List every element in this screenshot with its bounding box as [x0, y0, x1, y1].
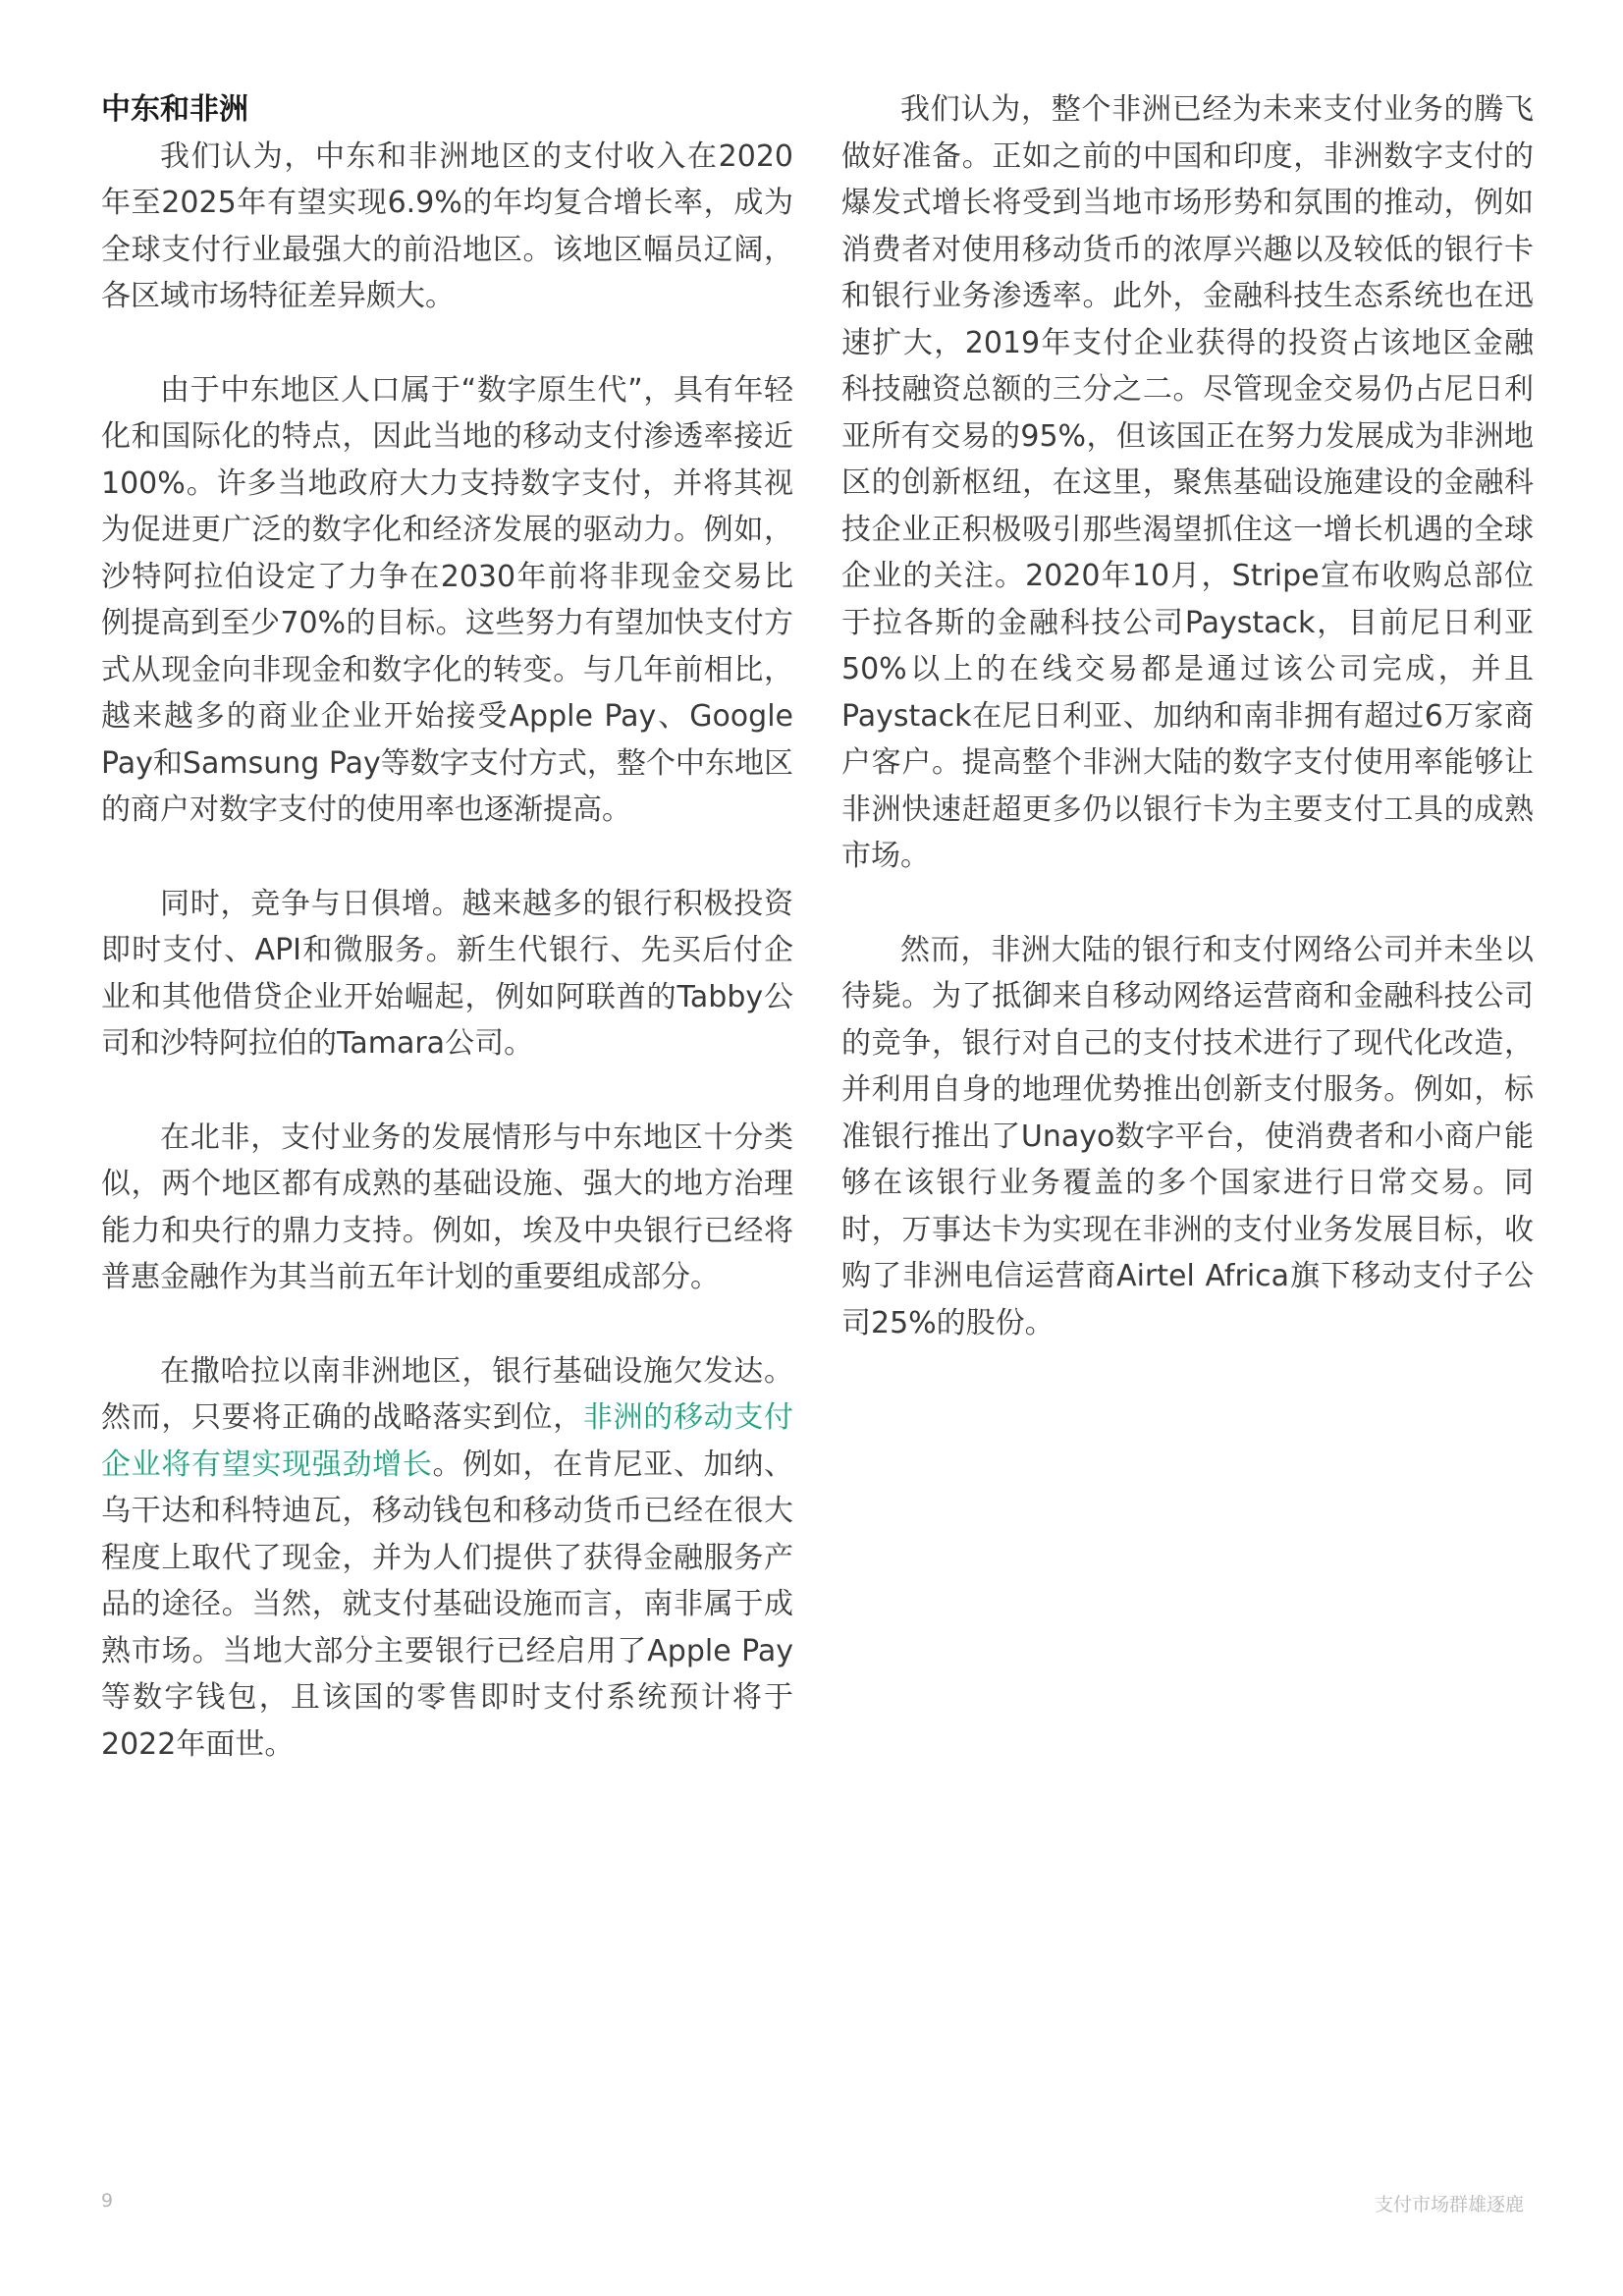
section-heading: 中东和非洲: [101, 92, 248, 127]
page-number: 9: [101, 2190, 114, 2212]
paragraph-5-text-after: 。例如，在肯尼亚、加纳、乌干达和科特迪瓦，移动钱包和移动货币已经在很大程度上取代了现金，并为人们提供了获得金融服务产品的途径。当然，就支付基础设施而言，南非属于成熟市场。当地大部分主要银行已经启用了Apple Pay等数字钱包，且该国的零售即时支付系统预计将于2022年面世。: [101, 1447, 793, 1762]
running-title: 支付市场群雄逐鹿: [1374, 2194, 1524, 2215]
paragraph-2: 由于中东地区人口属于“数字原生代”，具有年轻化和国际化的特点，因此当地的移动支付渗透率接近100%。许多当地政府大力支持数字支付，并将其视为促进更广泛的数字化和经济发展的驱动力。例如，沙特阿拉伯设定了力争在2030年前将非现金交易比例提高到至少70%的目标。这些努力有望加快支付方式从现金向非现金和数字化的转变。与几年前相比，越来越多的商业企业开始接受Apple Pay、Google Pay和Samsung Pay等数字支付方式，整个中东地区的商户对数字支付的使用率也逐渐提高。: [101, 372, 793, 827]
paragraph-5-text-before: 在撒哈拉以南非洲地区，银行基础设施欠发达。然而，只要将正确的战略落实到位，: [101, 1353, 793, 1435]
right-column: [841, 86, 1534, 1346]
paragraph-3: 同时，竞争与日俱增。越来越多的银行积极投资即时支付、API和微服务。新生代银行、先买后付企业和其他借贷企业开始崛起，例如阿联酋的Tabby公司和沙特阿拉伯的Tamara公司。: [101, 886, 793, 1061]
paragraph-5: [101, 1348, 793, 1769]
left-column: [101, 86, 793, 1768]
paragraph-1: 我们认为，中东和非洲地区的支付收入在2020年至2025年有望实现6.9%的年均复合增长率，成为全球支付行业最强大的前沿地区。该地区幅员辽阔，各区域市场特征差异颇大。: [101, 138, 793, 313]
africa-mobile-payment-link[interactable]: 非洲的移动支付企业将有望实现强劲增长: [101, 1400, 794, 1482]
paragraph-4: 在北非，支付业务的发展情形与中东地区十分类似，两个地区都有成熟的基础设施、强大的地方治理能力和央行的鼎力支持。例如，埃及中央银行已经将普惠金融作为其当前五年计划的重要组成部分。: [101, 1120, 793, 1294]
paragraph-6: 我们认为，整个非洲已经为未来支付业务的腾飞做好准备。正如之前的中国和印度，非洲数字支付的爆发式增长将受到当地市场形势和氛围的推动，例如消费者对使用移动货币的浓厚兴趣以及较低的银行卡和银行业务渗透率。此外，金融科技生态系统也在迅速扩大，2019年支付企业获得的投资占该地区金融科技融资总额的三分之二。尽管现金交易仍占尼日利亚所有交易的95%，但该国正在努力发展成为非洲地区的创新枢纽，在这里，聚焦基础设施建设的金融科技企业正积极吸引那些渴望抓住这一增长机遇的全球企业的关注。2020年10月，Stripe宣布收购总部位于拉各斯的金融科技公司Paystack，目前尼日利亚50%以上的在线交易都是通过该公司完成，并且Paystack在尼日利亚、加纳和南非拥有超过6万家商户客户。提高整个非洲大陆的数字支付使用率能够让非洲快速赶超更多仍以银行卡为主要支付工具的成熟市场。: [841, 92, 1534, 873]
paragraph-7: 然而，非洲大陆的银行和支付网络公司并未坐以待毙。为了抵御来自移动网络运营商和金融科技公司的竞争，银行对自己的支付技术进行了现代化改造，并利用自身的地理优势推出创新支付服务。例如，标准银行推出了Unayo数字平台，使消费者和小商户能够在该银行业务覆盖的多个国家进行日常交易。同时，万事达卡为实现在非洲的支付业务发展目标，收购了非洲电信运营商Airtel Africa旗下移动支付子公司25%的股份。: [841, 932, 1534, 1340]
